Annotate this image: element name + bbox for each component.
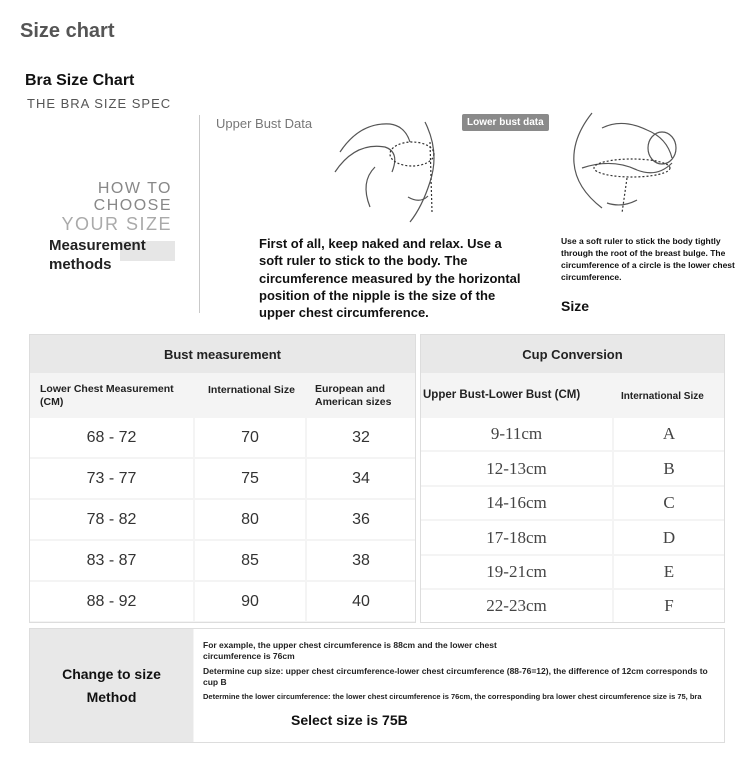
table-cell: 34 — [307, 459, 415, 498]
cup-conversion-table — [420, 334, 725, 623]
table-cell: 36 — [307, 500, 415, 539]
cup-header-difference: Upper Bust-Lower Bust (CM) — [423, 389, 581, 401]
table-cell: 22-23cm — [421, 590, 612, 622]
method-note-cup: Determine cup size: upper chest circumference-lower chest circumference (88-76=12), the difference of 12cm corresponds to cup B — [203, 666, 708, 687]
bust-header-lower-chest: Lower Chest Measurement (CM) — [40, 383, 174, 408]
method-note-example: For example, the upper chest circumference is 88cm and the lower chest circumference is 76cm — [203, 640, 497, 661]
table-cell: 40 — [307, 582, 415, 621]
table-cell: 90 — [195, 582, 305, 621]
select-size-result: Select size is 75B — [291, 712, 408, 728]
bra-size-spec-subtitle: THE BRA SIZE SPEC — [27, 96, 172, 111]
how-to-line-1: HOW TO — [97, 180, 172, 197]
method-label-line-1: Change to size — [62, 665, 161, 682]
table-cell: 68 - 72 — [30, 418, 193, 457]
lower-bust-label: Lower bust data — [462, 114, 549, 131]
table-cell: 78 - 82 — [30, 500, 193, 539]
cup-header-international: International Size — [621, 391, 704, 402]
bust-table-title: Bust measurement — [30, 335, 415, 373]
upper-bust-description: First of all, keep naked and relax. Use a soft ruler to stick to the body. The circumference measured by the horizontal position of the nipple is the size of the upper chest circumference. — [259, 236, 521, 321]
lower-bust-illustration — [562, 108, 692, 218]
table-cell: 83 - 87 — [30, 541, 193, 580]
bra-size-chart-title: Bra Size Chart — [25, 72, 135, 89]
table-cell: 70 — [195, 418, 305, 457]
table-cell: 17-18cm — [421, 521, 612, 554]
table-cell: F — [614, 590, 724, 622]
table-cell: 88 - 92 — [30, 582, 193, 621]
table-cell: 73 - 77 — [30, 459, 193, 498]
bust-header-international: International Size — [208, 384, 295, 396]
table-cell: D — [614, 521, 724, 554]
table-cell: E — [614, 556, 724, 588]
method-note-lower: Determine the lower circumference: the lower chest circumference is 76cm, the corresponding bra lower chest circumference size is 75, bra — [203, 692, 702, 701]
table-cell: 19-21cm — [421, 556, 612, 588]
upper-bust-illustration — [330, 112, 450, 224]
table-cell: 32 — [307, 418, 415, 457]
table-cell: 9-11cm — [421, 418, 612, 450]
table-cell: 75 — [195, 459, 305, 498]
measurement-methods-label: Measurement methods — [49, 237, 146, 273]
upper-bust-label: Upper Bust Data — [216, 116, 313, 131]
table-cell: 80 — [195, 500, 305, 539]
size-method-label — [30, 629, 193, 742]
table-cell: 12-13cm — [421, 452, 612, 485]
method-label-line-2: Method — [86, 688, 137, 705]
page-title: Size chart — [20, 20, 115, 42]
vertical-divider — [199, 115, 200, 313]
bust-measurement-table — [29, 334, 416, 623]
table-cell: 14-16cm — [421, 487, 612, 519]
how-to-line-3: YOUR SIZE — [61, 214, 172, 234]
size-label: Size — [561, 298, 590, 314]
table-cell: B — [614, 452, 724, 485]
how-to-line-2: CHOOSE — [93, 197, 172, 214]
bust-header-eu-us: European and American sizes — [315, 383, 392, 408]
size-method-panel — [29, 628, 725, 743]
cup-table-title: Cup Conversion — [421, 335, 724, 373]
table-cell: 38 — [307, 541, 415, 580]
lower-bust-description: Use a soft ruler to stick the body tightly through the root of the breast bulge. The circumference of a circle is the lower chest circumference. — [561, 236, 735, 282]
table-cell: 85 — [195, 541, 305, 580]
table-cell: C — [614, 487, 724, 519]
table-cell: A — [614, 418, 724, 450]
size-method-example — [194, 629, 724, 742]
